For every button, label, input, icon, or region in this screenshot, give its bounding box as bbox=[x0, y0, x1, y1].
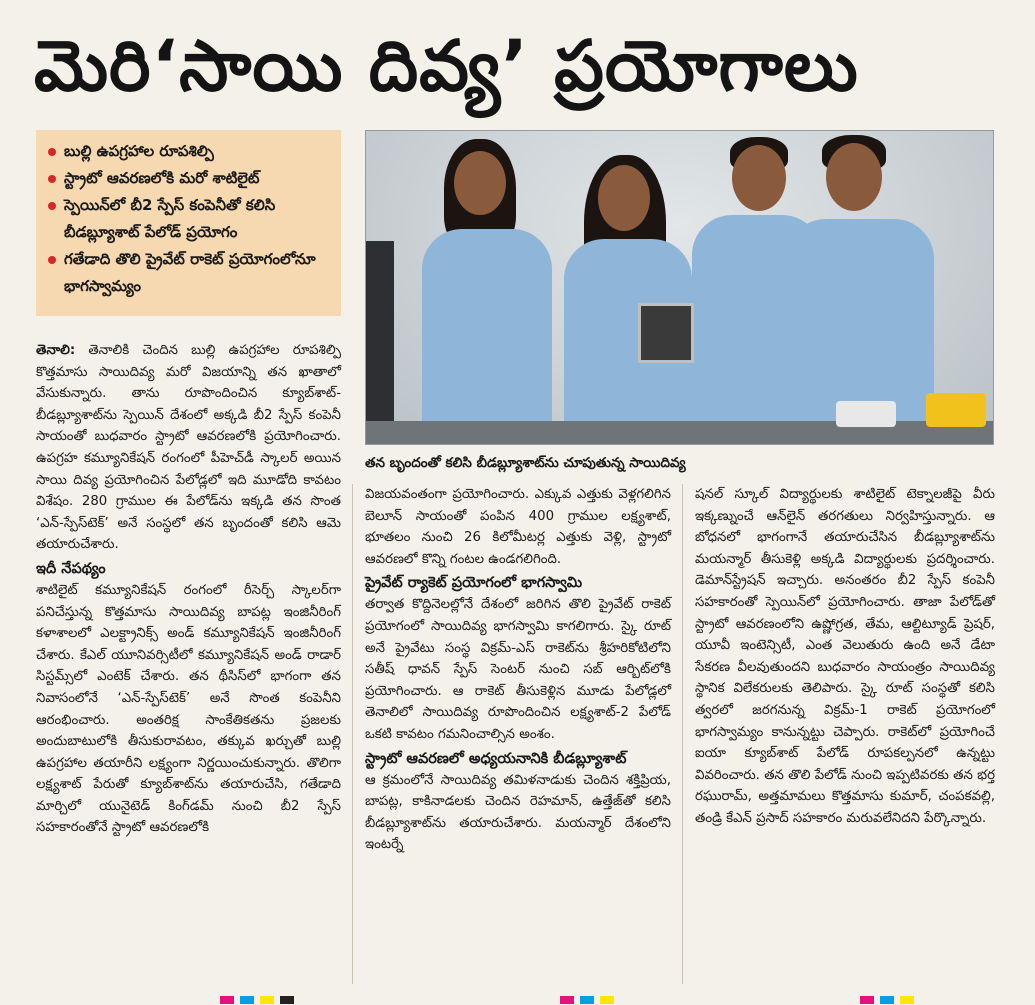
previous-page-strip bbox=[0, 0, 1035, 10]
column-divider bbox=[682, 484, 683, 984]
highlight-item: స్పెయిన్‌లో బీ2 స్పేస్ కంపెనీతో కలిసి బీడబ్ల్యూశాట్ పేలోడ్ ప్రయోగం bbox=[46, 192, 331, 246]
column-divider bbox=[352, 484, 353, 984]
article-paragraph: శాటిలైట్ కమ్యూనికేషన్ రంగంలో రీసెర్చ్ స్కాలర్‌గా పనిచేస్తున్న కొత్తమాసు సాయిదివ్య బాపట్ల ఇంజినీరింగ్ కళాశాలలో ఎలక్ట్రానిక్స్ అండ్ కమ్యూనికేషన్ ఇంజినీరింగ్ చేశారు. కేఎల్ యూనివర్సిటీలో కమ్యూనికేషన్ అండ్ రాడార్ సిస్టమ్స్‌లో ఎంటెక్ చేశారు. తన థీసిస్‌లో భాగంగా తన నివాసంలోనే ‘ఎన్-స్పేస్‌టెక్’ అనే సొంత కంపెనీని ఆరంభించారు. అంతరిక్ష సాంకేతికతను ప్రజలకు అందుబాటులోకి తీసుకురావటం, తక్కువ ఖర్చుతో బుల్లి ఉపగ్రహాల తయారీని లక్ష్యంగా నిర్ణయించుకున్నారు. తొలిగా లక్ష్యశాట్ పేరుతో క్యూబ్‌శాట్‌ను తయారుచేసి, గతేడాది మార్చిలో యునైటెడ్ కింగ్‌డమ్ నుంచి బీ2 స్పేస్ సహకారంతోనే స్ట్రాటో ఆవరణలోకి bbox=[36, 582, 341, 836]
headline: మెరి‘సాయి దివ్య’ ప్రయోగాలు bbox=[34, 25, 859, 107]
dateline: తెనాలి: bbox=[36, 343, 76, 358]
article-column-1 bbox=[36, 340, 341, 839]
equipment bbox=[926, 393, 986, 427]
article-column-2 bbox=[365, 484, 671, 856]
article-paragraph bbox=[36, 340, 341, 556]
highlights-box bbox=[36, 130, 341, 316]
work-table bbox=[366, 421, 994, 445]
article-column-3 bbox=[695, 484, 995, 830]
equipment bbox=[836, 401, 896, 427]
article-paragraph: ఆ క్రమంలోనే సాయిదివ్య తమిళనాడుకు చెందిన శక్తిప్రియ, బాపట్ల, కాకినాడలకు చెందిన రెహమాన్, ఉత్తేజ్‌తో కలిసి బీడబ్ల్యూశాట్‌ను తయారుచేశారు. మయన్మార్ దేశంలోని ఇంటర్నే bbox=[365, 772, 671, 853]
article-paragraph: షనల్ స్కూల్ విద్యార్థులకు శాటిలైట్ టెక్నాలజీపై వీరు ఇక్కణ్నుంచే ఆన్‌లైన్ తరగతులు నిర్వహిస్తున్నారు. ఆ బోధనలో భాగంగానే తయారుచేసిన బీడబ్ల్యూశాట్‌ను మయన్మార్ తీసుకెళ్లి అక్కడి విద్యార్థులకు ప్రదర్శించారు. డెమాన్‌స్ట్రేషన్ ఇచ్చారు. అనంతరం బీ2 స్పేస్ కంపెనీ సహకారంతో స్పెయిన్‌లో ప్రయోగించారు. తాజా పేలోడ్‌తో స్ట్రాటో ఆవరణంలోని ఉష్ణోగ్రత, తేమ, ఆల్టిట్యూడ్ ప్రెషర్, యూవీ ఇంటెన్సిటీ, ఎంత వెలుతురు ఉంది అనే డేటా సేకరణ వీలవుతుందని బుధవారం సాయంత్రం సాయిదివ్య స్థానిక విలేకరులకు తెలిపారు. స్కై రూట్ సంస్థతో కలిసి త్వరలో జరగనున్న విక్రమ్-1 రాకెట్ ప్రయోగంలో భాగస్వామ్యం కానున్నట్టు చెప్పారు. రాకెట్‌లో ప్రయోగించే ఐయా క్యూబ్‌శాట్ పేలోడ్ రూపకల్పనలో ఉన్నట్టు వివరించారు. తన తొలి పేలోడ్ నుంచి ఇప్పటివరకు తన భర్త రఘురామ్, అత్తమామలు కొత్తమాసు కుమార్, చంపకవల్లి, తండ్రి కేఎన్ ప్రసాద్ సహకారం మరువలేనిదని పేర్కొన్నారు. bbox=[695, 487, 995, 826]
article-paragraph: విజయవంతంగా ప్రయోగించారు. ఎక్కువ ఎత్తుకు వెళ్లగలిగిన బెలూన్ సాయంతో పంపిన 400 గ్రాముల లక్ష్యశాట్, భూతలం నుంచి 26 కిలోమీటర్ల ఎత్తుకు వెళ్లి, స్ట్రాటో ఆవరణలో కొన్ని గంటల ఉండగలిగింది. bbox=[365, 487, 671, 567]
highlight-item: గతేడాది తొలి ప్రైవేట్ రాకెట్ ప్రయోగంలోనూ భాగస్వామ్యం bbox=[46, 246, 331, 300]
print-color-bar bbox=[0, 994, 1035, 1005]
photo-caption: తన బృందంతో కలిసి బీడబ్ల్యూశాట్‌ను చూపుతున్న సాయిదివ్య bbox=[365, 455, 686, 471]
subheading: స్ట్రాటో ఆవరణలో అధ్యయనానికి బీడబ్ల్యూశాట్ bbox=[365, 750, 627, 767]
team-photo bbox=[365, 130, 994, 445]
highlight-item: స్ట్రాటో ఆవరణలోకి మరో శాటిలైట్ bbox=[46, 165, 331, 192]
article-paragraph: తర్వాత కొద్దినెలల్లోనే దేశంలో జరిగిన తొలి ప్రైవేట్ రాకెట్ ప్రయోగంలో సాయిదివ్య భాగస్వామి కాగలిగారు. స్కై రూట్ అనే ప్రైవేటు సంస్థ విక్రమ్-ఎస్ రాకెట్‌ను శ్రీహరికోటిలోని సతీష్ ధావన్ స్పేస్ సెంటర్ నుంచి సబ్ ఆర్బిట్‌లోకి ప్రయోగించారు. ఆ రాకెట్ తీసుకెళ్లిన మూడు పేలోడ్లలో తెనాలిలో సాయిదివ్య రూపొందించిన లక్ష్యశాట్-2 పేలోడ్ ఒకటి కావటం గమనించాల్సిన అంశం. bbox=[365, 597, 671, 742]
cubesat-payload bbox=[638, 303, 694, 363]
subheading: ఇదీ నేపథ్యం bbox=[36, 560, 106, 577]
paragraph-text: తెనాలికి చెందిన బుల్లి ఉపగ్రహాల రూపశిల్పి కొత్తమాసు సాయిదివ్య మరో విజయాన్ని తన ఖాతాలో వేసుకున్నారు. తాను రూపొందించిన క్యూబ్‌శాట్-బీడబ్ల్యూశాట్‌ను స్పెయిన్ దేశంలో అక్కడి బీ2 స్పేస్ కంపెనీ సాయంతో బుధవారం స్ట్రాటో ఆవరణలోకి ప్రయోగించారు. ఉపగ్రహ కమ్యూనికేషన్ రంగంలో పీహెచ్‌డీ స్కాలర్ అయిన సాయి దివ్య ప్రయోగించిన పేలోడ్లలో ఇది మూడోది కావటం విశేషం. 280 గ్రాముల ఈ పేలోడ్‌ను ఇక్కడి తన సొంత ‘ఎన్-స్పేస్‌టెక్’ అనే సంస్థలో తన బృందంతో కలిసి ఆమె తయారుచేశారు. bbox=[36, 343, 341, 553]
subheading: ప్రైవేట్ ర్యాకెట్ ప్రయోగంలో భాగస్వామి bbox=[365, 575, 583, 592]
highlight-item: బుల్లి ఉపగ్రహాల రూపశిల్పి bbox=[46, 138, 331, 165]
